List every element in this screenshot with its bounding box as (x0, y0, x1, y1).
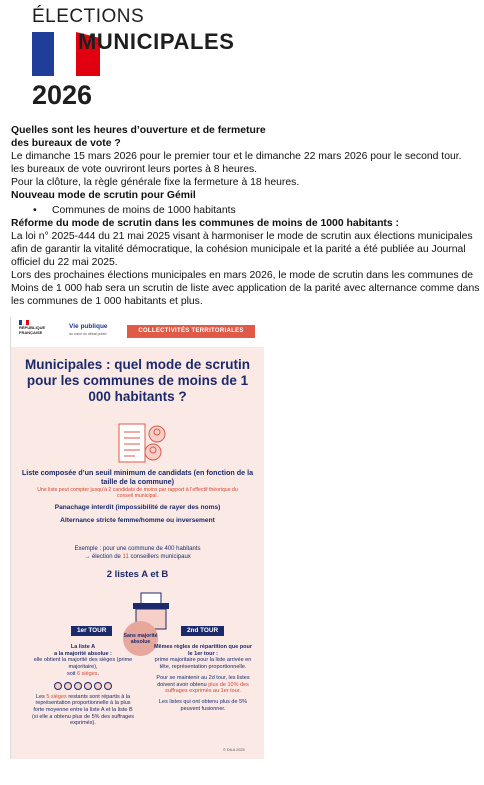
seat-icon (94, 682, 102, 690)
left-seats-count: 6 sièges (77, 670, 98, 677)
bullet-item: • Communes de moins de 1000 habitants (33, 204, 481, 217)
right-merge: Les listes qui ont obtenu plus de 5% peuvent fusionner. (158, 698, 248, 712)
paragraph-next-elections: Lors des prochaines élections municipales en mars 2026, le mode de scrutin dans les communes de Moins de 1 000 hab sera un scrutin de liste avec application de la parité avec alternance comme dans les communes de 1 000 habitants et plus. (11, 270, 480, 307)
vie-publique-logo: Vie publique (69, 323, 108, 330)
section-heading: Nouveau mode de scrutin pour Gémil (11, 190, 196, 201)
list-composition-title: Liste composée d’un seuil minimum de candidats (en fonction de la taille de la commune) (21, 468, 254, 486)
seat-icon (104, 682, 112, 690)
paragraph-law: La loi n° 2025-444 du 21 mai 2025 visant à harmoniser le mode de scrutin aux élections municipales afin de garantir la vitalité démocratique, la cohésion municipale et la parité a été publiée au Journal officiel du 22 mai 2025. (11, 231, 473, 268)
document-body (11, 124, 481, 308)
right-prime: prime majoritaire pour la liste arrivée en tête, représentation proportionnelle. (154, 657, 252, 671)
logo-year: 2026 (32, 80, 93, 110)
seat-icon (74, 682, 82, 690)
question-heading-line2: des bureaux de vote ? (11, 138, 121, 149)
example-block (21, 546, 254, 561)
candidate-list-document-icon (113, 420, 173, 466)
question-heading-line1: Quelles sont les heures d’ouverture et de fermeture (11, 125, 266, 136)
list-composition-note: Une liste peut compter jusqu’à 2 candidats de moins par rapport à l’effectif théorique du conseil municipal. (37, 487, 238, 500)
elections-logo (32, 6, 235, 110)
logo-line2: MUNICIPALES (78, 29, 235, 54)
example-rest: conseillers municipaux (128, 553, 191, 560)
copyright: © DILA 2025 (223, 748, 245, 752)
rf-line1: RÉPUBLIQUE (19, 325, 46, 330)
right-maintain-pre: Pour se maintenir au 2d tour, les listes doivent avoir obtenu (156, 674, 250, 688)
right-maintain-threshold: plus de 10% des suffrages exprimés au 1er tour. (165, 681, 249, 695)
vie-publique-tagline: au cœur du débat public (69, 332, 107, 336)
seat-icon (84, 682, 92, 690)
seat-icon (54, 682, 62, 690)
republique-francaise-logo (19, 320, 45, 335)
example-arrow-text: → élection de (84, 553, 123, 560)
seat-icon (64, 682, 72, 690)
second-round-label: 2nd TOUR (181, 626, 224, 636)
left-remaining (31, 694, 135, 728)
poster-header (11, 317, 264, 347)
seats-icons (31, 682, 135, 690)
example-line2 (21, 554, 254, 562)
left-seats-line (31, 671, 135, 678)
panachage-rule: Panachage interdit (impossibilité de rayer des noms) (54, 504, 221, 511)
reform-heading: Réforme du mode de scrutin dans les communes de moins de 1000 habitants : (11, 218, 400, 229)
alternance-rule: Alternance stricte femme/homme ou inversement (60, 517, 215, 524)
left-list-a: La liste A (70, 644, 96, 650)
two-lists-heading: 2 listes A et B (106, 569, 169, 580)
first-round-label: 1er TOUR (71, 626, 112, 636)
left-remaining-post: restants sont répartis à la représentation proportionnelle à la plus forte moyenne entre la liste A et la liste B (si elle a obtenu plus de 5% des suffrages exprimés). (31, 693, 135, 727)
paragraph-closing: Pour la clôture, la règle générale fixe la fermeture à 18 heures. (11, 177, 300, 188)
logo-line1: ÉLECTIONS (32, 6, 145, 27)
left-remaining-count: 5 sièges (46, 693, 67, 700)
no-majority-text: Sans majorité absolue (123, 632, 158, 645)
left-seats-post: . (97, 670, 100, 677)
left-seats-pre: soit (66, 670, 78, 677)
first-round-column (31, 644, 135, 727)
rf-line2: FRANÇAISE (19, 329, 43, 335)
right-same-rules: Mêmes règles de répartition que pour le 1er tour : (153, 644, 253, 657)
second-round-column (151, 644, 255, 712)
left-remaining-pre: Les (35, 693, 47, 700)
category-badge: COLLECTIVITÉS TERRITORIALES (127, 325, 255, 338)
example-count: 11 (122, 553, 129, 560)
right-maintain (151, 675, 255, 695)
poster-title: Municipales : quel mode de scrutin pour les communes de moins de 1 000 habitants ? (24, 357, 251, 404)
left-majority: a la majorité absolue : (54, 650, 112, 657)
paragraph-dates: Le dimanche 15 mars 2026 pour le premier tour et le dimanche 22 mars 2026 pour le second tour. (11, 151, 462, 162)
example-line1: Exemple : pour une commune de 400 habitants (74, 546, 201, 552)
paragraph-opening: les bureaux de vote ouvriront leurs portes à 8 heures. (11, 164, 258, 175)
left-prime: elle obtient la majorité des sièges (prime majoritaire), (33, 657, 133, 671)
infographic-poster (10, 317, 264, 759)
